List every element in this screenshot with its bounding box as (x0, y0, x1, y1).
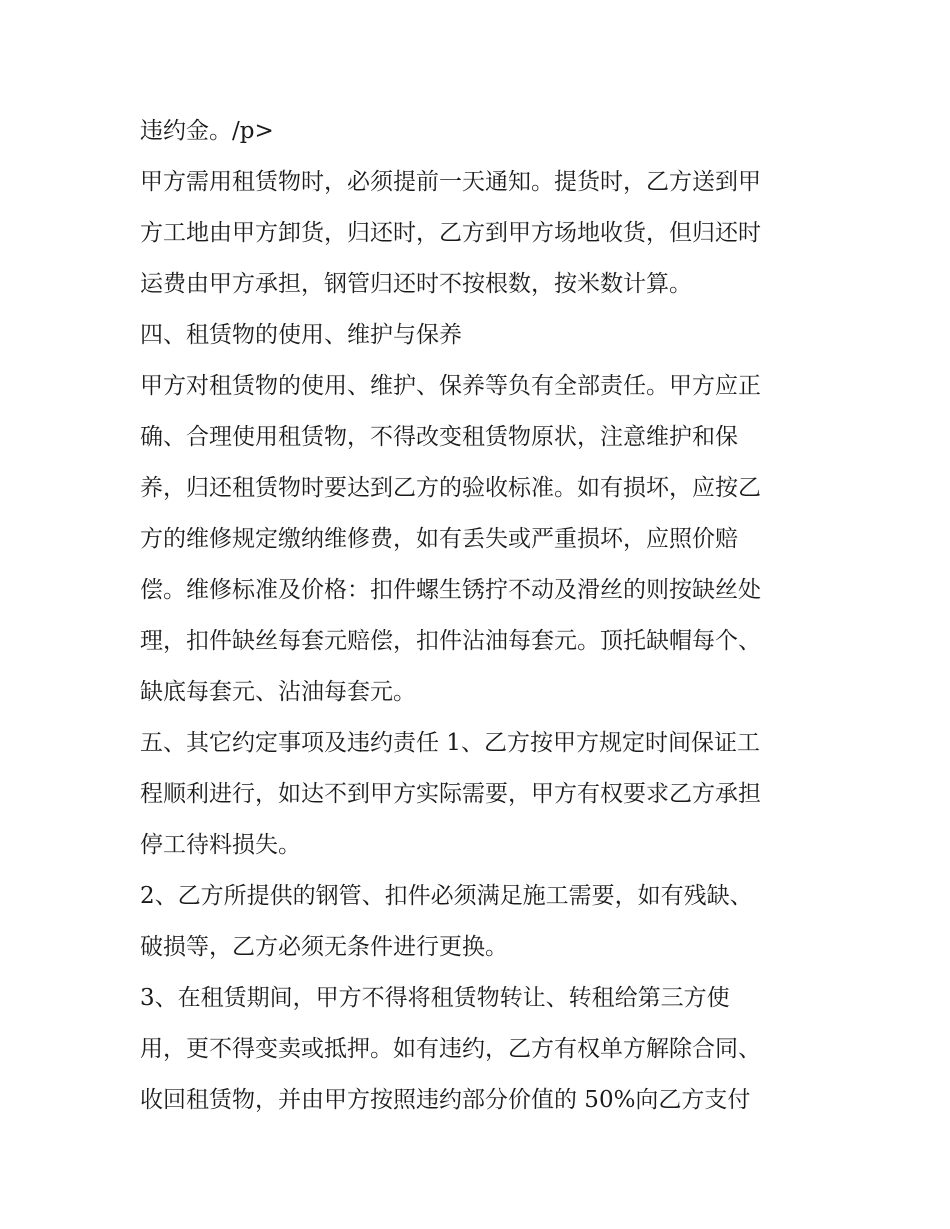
section-heading-use-maintenance: 四、租赁物的使用、维护与保养 (140, 322, 462, 348)
paragraph-delivery-return: 甲方需用租赁物时，必须提前一天通知。提货时，乙方送到甲 方工地由甲方卸货，归还时，乙方到甲方场地收货，但归还时 运费由甲方承担，钢管归还时不按根数，按米数计算。 (140, 169, 761, 297)
document-body (140, 106, 815, 1126)
paragraph-clause-3: 3、在租赁期间，甲方不得将租赁物转让、转租给第三方使 用，更不得变卖或抵押。如有违约，乙方有权单方解除合同、 收回租赁物，并由甲方按照违约部分价值的 50%向乙方支付 (140, 985, 761, 1113)
paragraph-penalty-fragment: 违约金。/p> (140, 118, 274, 144)
paragraph-clause-2: 2、乙方所提供的钢管、扣件必须满足施工需要，如有残缺、 破损等，乙方必须无条件进行更换。 (140, 883, 753, 960)
paragraph-maintenance-responsibility: 甲方对租赁物的使用、维护、保养等负有全部责任。甲方应正 确、合理使用租赁物，不得改变租赁物原状，注意维护和保 养，归还租赁物时要达到乙方的验收标准。如有损坏，应按乙 方的维修规定缴纳维修费，如有丢失或严重损坏，应照价赔 偿。维修标准及价格：扣件螺生锈拧不动及滑丝的则按缺丝处 理，扣件缺丝每套元赔偿，扣件沾油每套元。顶托缺帽每个、 缺底每套元、沾油每套元。 (140, 373, 761, 705)
section-heading-other-terms: 五、其它约定事项及违约责任 1、乙方按甲方规定时间保证工 程顺利进行，如达不到甲方实际需要，甲方有权要求乙方承担 停工待料损失。 (140, 730, 761, 858)
